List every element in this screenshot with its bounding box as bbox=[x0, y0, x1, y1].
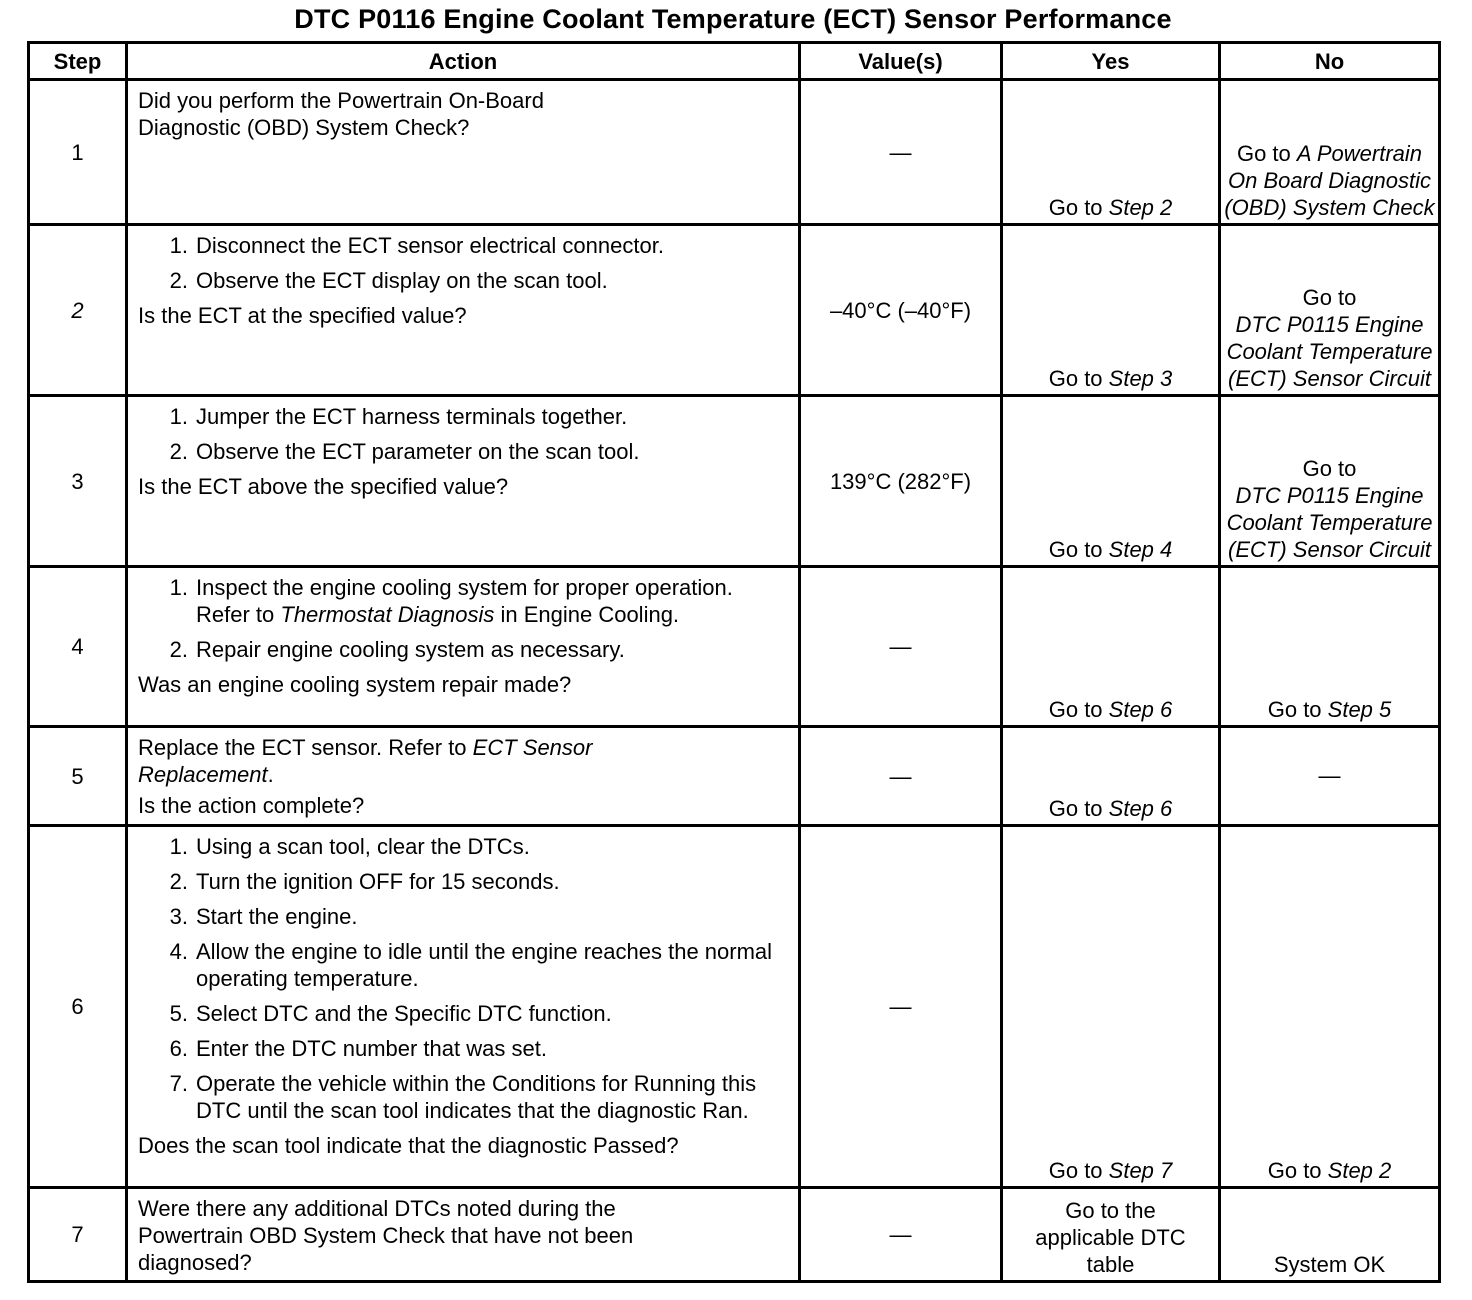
yes-cell: Go to the applicable DTC table bbox=[1002, 1188, 1220, 1282]
no-cell bbox=[1220, 225, 1440, 396]
table-row-step-4 bbox=[29, 567, 1440, 727]
action-question: Was an engine cooling system repair made? bbox=[138, 672, 572, 697]
value-cell: –40°C (–40°F) bbox=[800, 225, 1002, 396]
list-item: 1. Inspect the engine cooling system for proper operation. Refer to Thermostat Diagnosis in Engine Cooling. bbox=[169, 575, 733, 627]
no-target: Step 5 bbox=[1327, 697, 1392, 722]
yes-prefix: Go to bbox=[1048, 537, 1109, 562]
page-title: DTC P0116 Engine Coolant Temperature (ECT) Sensor Performance bbox=[294, 4, 1172, 34]
no-cell bbox=[1220, 567, 1440, 727]
yes-target: Step 2 bbox=[1108, 195, 1173, 220]
list-item: 6. Enter the DTC number that was set. bbox=[169, 1036, 547, 1061]
list-item: 2. Repair engine cooling system as necessary. bbox=[169, 637, 625, 662]
action-question: Is the ECT above the specified value? bbox=[138, 474, 509, 499]
no-cell: — bbox=[1220, 727, 1440, 826]
list-item: 1. Disconnect the ECT sensor electrical connector. bbox=[169, 233, 664, 258]
list-item: 7. Operate the vehicle within the Conditions for Running this DTC until the scan tool indicates that the diagnostic Ran. bbox=[169, 1071, 757, 1123]
list-item: 2. Turn the ignition OFF for 15 seconds. bbox=[169, 869, 560, 894]
header-values: Value(s) bbox=[800, 43, 1002, 80]
action-question: Does the scan tool indicate that the diagnostic Passed? bbox=[138, 1133, 679, 1158]
action-text: Were there any additional DTCs noted during the Powertrain OBD System Check that have not been diagnosed? bbox=[138, 1196, 634, 1275]
header-step: Step bbox=[29, 43, 127, 80]
action-list bbox=[138, 403, 790, 465]
step-number: 3 bbox=[29, 396, 127, 567]
action-list bbox=[138, 574, 790, 663]
no-prefix: Go to bbox=[1302, 456, 1357, 481]
yes-target: Step 6 bbox=[1108, 796, 1173, 821]
table-row-step-5 bbox=[29, 727, 1440, 826]
header-yes: Yes bbox=[1002, 43, 1220, 80]
value-cell: — bbox=[800, 80, 1002, 225]
value-cell: — bbox=[800, 826, 1002, 1188]
yes-prefix: Go to bbox=[1048, 195, 1109, 220]
yes-prefix: Go to bbox=[1048, 366, 1109, 391]
yes-prefix: Go to bbox=[1048, 796, 1109, 821]
action-cell bbox=[127, 80, 800, 225]
step-number: 2 bbox=[29, 225, 127, 396]
no-target: A Powertrain On Board Diagnostic (OBD) System Check bbox=[1224, 141, 1435, 220]
step-number: 4 bbox=[29, 567, 127, 727]
yes-target: Step 3 bbox=[1108, 366, 1173, 391]
yes-target: Step 7 bbox=[1108, 1158, 1173, 1183]
step-number: 6 bbox=[29, 826, 127, 1188]
action-text: Did you perform the Powertrain On-Board Diagnostic (OBD) System Check? bbox=[138, 88, 544, 140]
action-text: Replace the ECT sensor. Refer to ECT Sensor Replacement. bbox=[138, 735, 593, 787]
yes-cell bbox=[1002, 567, 1220, 727]
value-cell: — bbox=[800, 567, 1002, 727]
action-list bbox=[138, 833, 790, 1124]
action-cell bbox=[127, 567, 800, 727]
no-prefix: Go to bbox=[1267, 697, 1328, 722]
list-item: 1. Using a scan tool, clear the DTCs. bbox=[169, 834, 530, 859]
no-prefix: Go to bbox=[1236, 141, 1297, 166]
action-question: Is the action complete? bbox=[138, 793, 365, 818]
step-number: 7 bbox=[29, 1188, 127, 1282]
table-row-step-1 bbox=[29, 80, 1440, 225]
yes-target: Step 4 bbox=[1108, 537, 1173, 562]
value-cell: 139°C (282°F) bbox=[800, 396, 1002, 567]
action-cell bbox=[127, 1188, 800, 1282]
yes-cell bbox=[1002, 225, 1220, 396]
list-item: 1. Jumper the ECT harness terminals together. bbox=[169, 404, 628, 429]
list-item: 2. Observe the ECT parameter on the scan tool. bbox=[169, 439, 640, 464]
yes-prefix: Go to bbox=[1048, 1158, 1109, 1183]
header-action: Action bbox=[127, 43, 800, 80]
no-prefix: Go to bbox=[1267, 1158, 1328, 1183]
value-cell: — bbox=[800, 727, 1002, 826]
diagnostic-table bbox=[27, 41, 1441, 1283]
action-question: Is the ECT at the specified value? bbox=[138, 303, 467, 328]
yes-cell bbox=[1002, 396, 1220, 567]
value-cell: — bbox=[800, 1188, 1002, 1282]
table-row-step-6 bbox=[29, 826, 1440, 1188]
yes-cell bbox=[1002, 727, 1220, 826]
action-cell bbox=[127, 727, 800, 826]
table-row-step-2 bbox=[29, 225, 1440, 396]
no-target: DTC P0115 Engine Coolant Temperature (ECT) Sensor Circuit bbox=[1226, 312, 1433, 391]
no-cell bbox=[1220, 396, 1440, 567]
yes-target: Step 6 bbox=[1108, 697, 1173, 722]
no-target: DTC P0115 Engine Coolant Temperature (ECT) Sensor Circuit bbox=[1226, 483, 1433, 562]
no-target: Step 2 bbox=[1327, 1158, 1392, 1183]
list-item: 4. Allow the engine to idle until the engine reaches the normal operating temperature. bbox=[169, 939, 773, 991]
step-number: 1 bbox=[29, 80, 127, 225]
action-cell bbox=[127, 826, 800, 1188]
list-item: 2. Observe the ECT display on the scan tool. bbox=[169, 268, 608, 293]
step-number: 5 bbox=[29, 727, 127, 826]
table-row-step-3 bbox=[29, 396, 1440, 567]
yes-cell bbox=[1002, 80, 1220, 225]
table-header-row bbox=[29, 43, 1440, 80]
no-cell bbox=[1220, 80, 1440, 225]
table-row-step-7 bbox=[29, 1188, 1440, 1282]
action-list bbox=[138, 232, 790, 294]
list-item: 5. Select DTC and the Specific DTC function. bbox=[169, 1001, 612, 1026]
no-cell bbox=[1220, 826, 1440, 1188]
header-no: No bbox=[1220, 43, 1440, 80]
no-prefix: Go to bbox=[1302, 285, 1357, 310]
no-cell: System OK bbox=[1220, 1188, 1440, 1282]
list-item: 3. Start the engine. bbox=[169, 904, 358, 929]
yes-prefix: Go to bbox=[1048, 697, 1109, 722]
action-cell bbox=[127, 225, 800, 396]
yes-cell bbox=[1002, 826, 1220, 1188]
action-cell bbox=[127, 396, 800, 567]
